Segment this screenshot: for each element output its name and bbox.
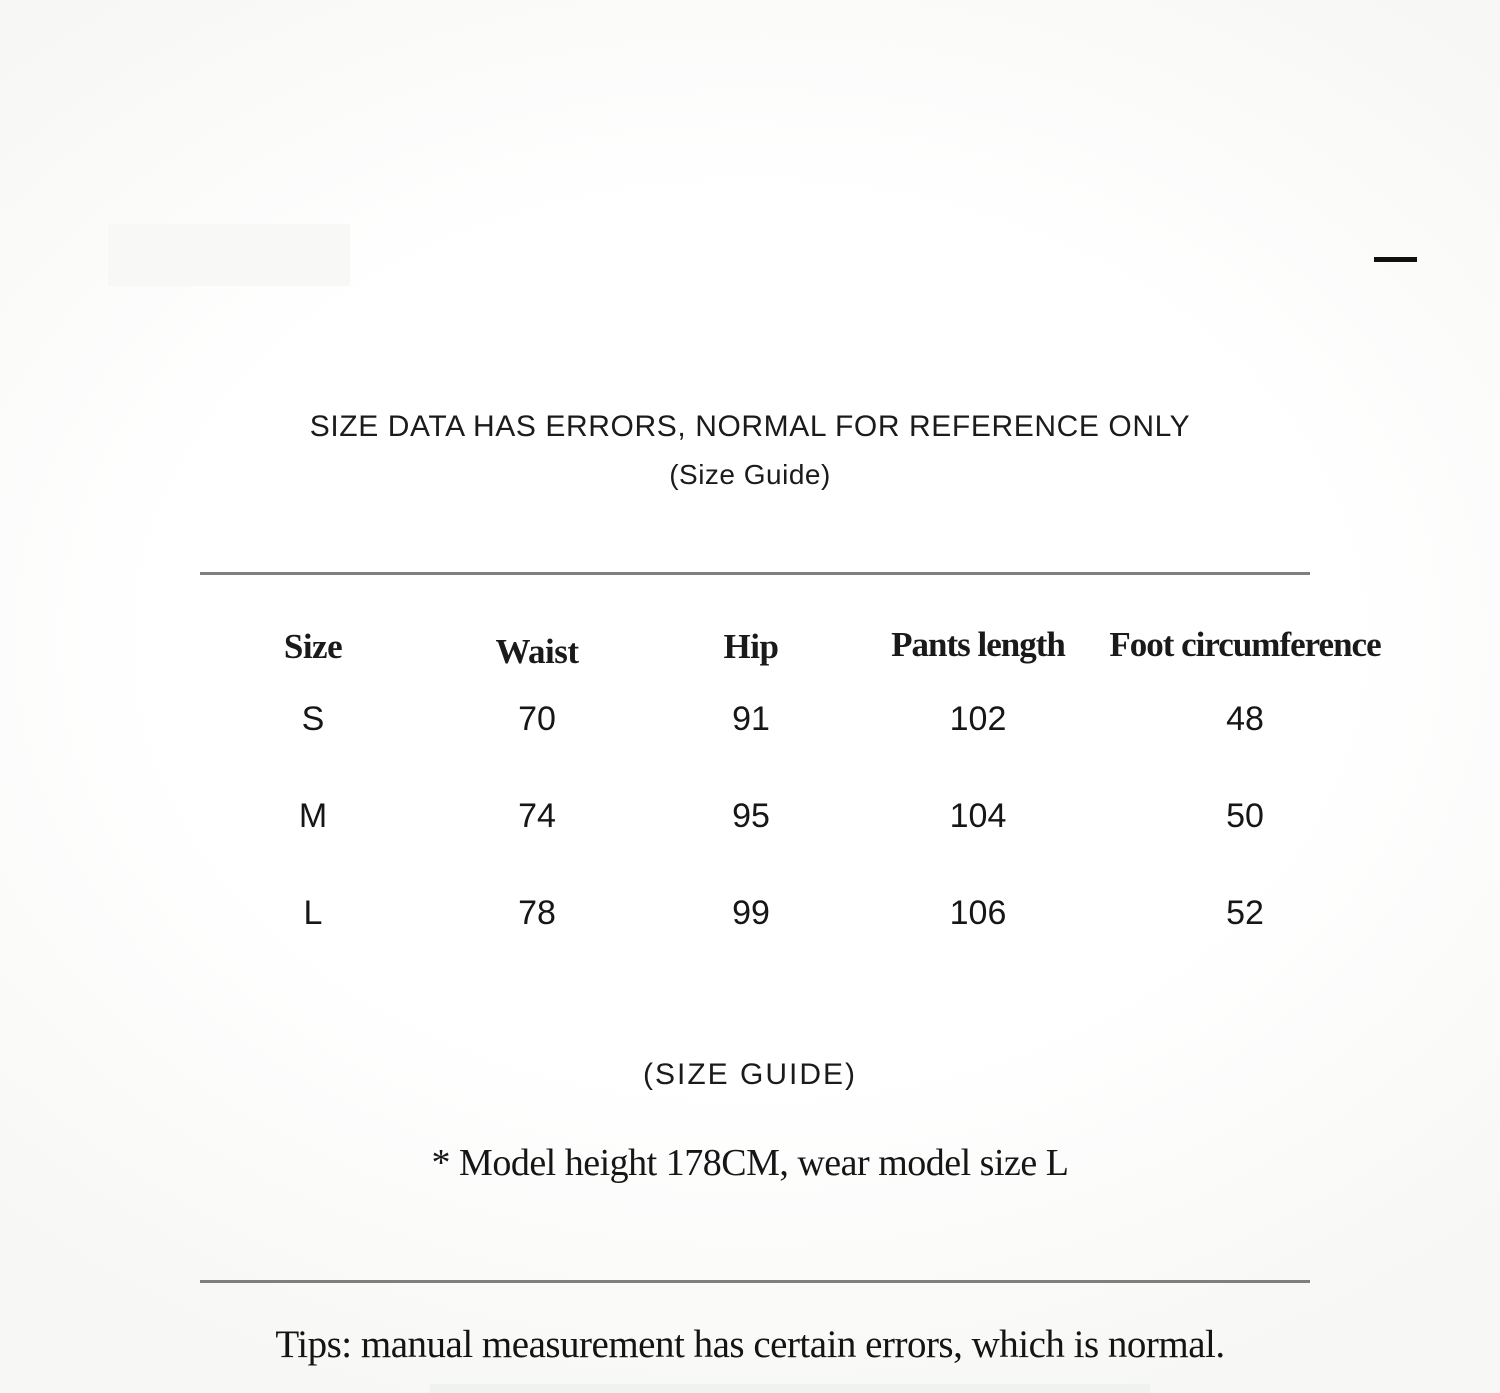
cell-size: M — [298, 797, 328, 835]
cell-size: S — [301, 700, 325, 738]
bottom-crop-artifact — [430, 1384, 1150, 1393]
model-height-note: * Model height 178CM, wear model size L — [431, 1142, 1069, 1184]
cell-waist: 74 — [518, 797, 556, 835]
cell-hip: 99 — [732, 894, 770, 932]
cell-foot-circumference: 48 — [1226, 700, 1264, 738]
column-header-waist: Waist — [495, 632, 579, 671]
cell-hip: 95 — [732, 797, 770, 835]
column-header-foot-circumference: Foot circumference — [1109, 625, 1381, 664]
cell-pants-length: 102 — [949, 700, 1007, 738]
table-header-row — [190, 625, 1398, 672]
cell-hip: 91 — [732, 700, 770, 738]
column-header-size: Size — [283, 627, 343, 666]
tips-note: Tips: manual measurement has certain errors, which is normal. — [275, 1323, 1225, 1366]
table-row-m — [190, 798, 1398, 835]
minimize-dash-icon — [1374, 257, 1417, 262]
column-header-pants-length: Pants length — [891, 625, 1065, 664]
background-smudge — [108, 224, 350, 286]
page-title: SIZE DATA HAS ERRORS, NORMAL FOR REFERENCE ONLY — [309, 410, 1191, 443]
cell-foot-circumference: 50 — [1226, 797, 1264, 835]
size-guide-caption: (SIZE GUIDE) — [642, 1058, 857, 1091]
page-subtitle: (Size Guide) — [669, 459, 831, 490]
table-row-s — [190, 701, 1398, 738]
cell-waist: 70 — [518, 700, 556, 738]
cell-pants-length: 106 — [949, 894, 1007, 932]
cell-pants-length: 104 — [949, 797, 1007, 835]
cell-size: L — [303, 894, 323, 932]
cell-waist: 78 — [518, 894, 556, 932]
cell-foot-circumference: 52 — [1226, 894, 1264, 932]
table-row-l — [190, 895, 1398, 932]
divider-top — [200, 572, 1310, 575]
divider-bottom — [200, 1280, 1310, 1283]
column-header-hip: Hip — [723, 627, 779, 666]
